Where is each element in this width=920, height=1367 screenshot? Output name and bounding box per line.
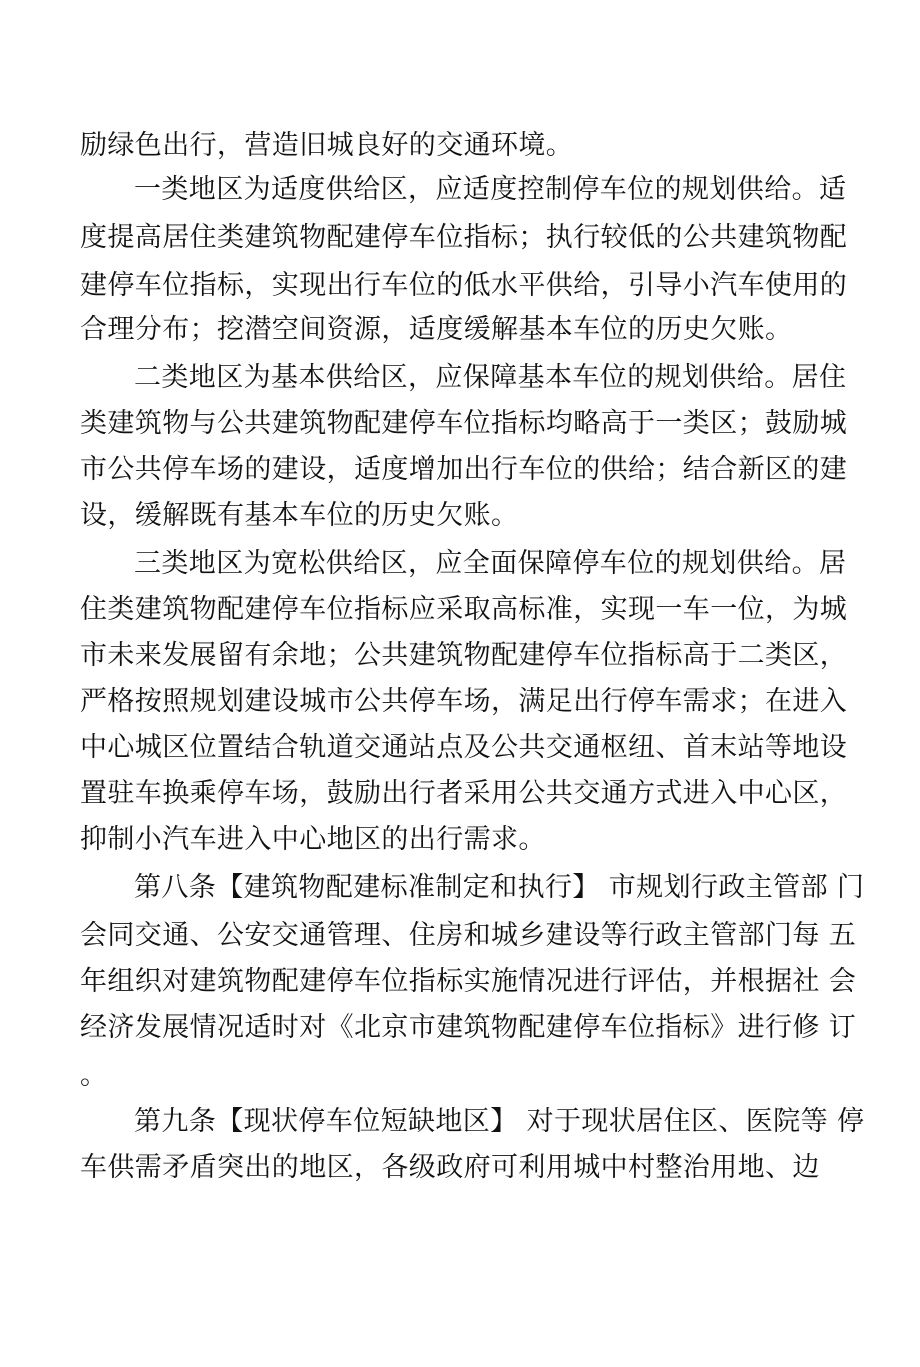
article-9-heading-line: 第九条【现状停车位短缺地区】 对于现状居住区、医院等 停 <box>134 1106 865 1137</box>
paragraph-line: 市公共停车场的建设，适度增加出行车位的供给；结合新区的建 <box>80 454 848 485</box>
paragraph-line: 二类地区为基本供给区，应保障基本车位的规划供给。居住 <box>134 362 847 393</box>
paragraph-line: 经济发展情况适时对《北京市建筑物配建停车位指标》进行修 订 <box>80 1012 857 1043</box>
paragraph-line: 置驻车换乘停车场，鼓励出行者采用公共交通方式进入中心区， <box>80 778 848 809</box>
paragraph-line: 抑制小汽车进入中心地区的出行需求。 <box>80 824 546 855</box>
paragraph-line: 励绿色出行，营造旧城良好的交通环境。 <box>80 130 574 161</box>
paragraph-line: 严格按照规划建设城市公共停车场，满足出行停车需求；在进入 <box>80 686 848 717</box>
paragraph-line: 车供需矛盾突出的地区，各级政府可利用城中村整治用地、边 <box>80 1152 820 1183</box>
paragraph-line: 建停车位指标，实现出行车位的低水平供给，引导小汽车使用的 <box>80 270 848 301</box>
paragraph-line: 市未来发展留有余地；公共建筑物配建停车位指标高于二类区， <box>80 640 848 671</box>
paragraph-line: 中心城区位置结合轨道交通站点及公共交通枢纽、首末站等地设 <box>80 732 848 763</box>
paragraph-line: 会同交通、公安交通管理、住房和城乡建设等行政主管部门每 五 <box>80 920 857 951</box>
paragraph-line: 。 <box>80 1060 108 1091</box>
paragraph-line: 类建筑物与公共建筑物配建停车位指标均略高于一类区；鼓励城 <box>80 408 848 439</box>
paragraph-line: 度提高居住类建筑物配建停车位指标；执行较低的公共建筑物配 <box>80 222 848 253</box>
paragraph-line: 年组织对建筑物配建停车位指标实施情况进行评估，并根据社 会 <box>80 966 857 997</box>
paragraph-line: 住类建筑物配建停车位指标应采取高标准，实现一车一位，为城 <box>80 594 848 625</box>
paragraph-line: 一类地区为适度供给区，应适度控制停车位的规划供给。适 <box>134 174 847 205</box>
article-8-heading-line: 第八条【建筑物配建标准制定和执行】 市规划行政主管部 门 <box>134 872 865 903</box>
paragraph-line: 三类地区为宽松供给区，应全面保障停车位的规划供给。居 <box>134 548 847 579</box>
paragraph-line: 合理分布；挖潜空间资源，适度缓解基本车位的历史欠账。 <box>80 314 793 345</box>
paragraph-line: 设，缓解既有基本车位的历史欠账。 <box>80 500 519 531</box>
